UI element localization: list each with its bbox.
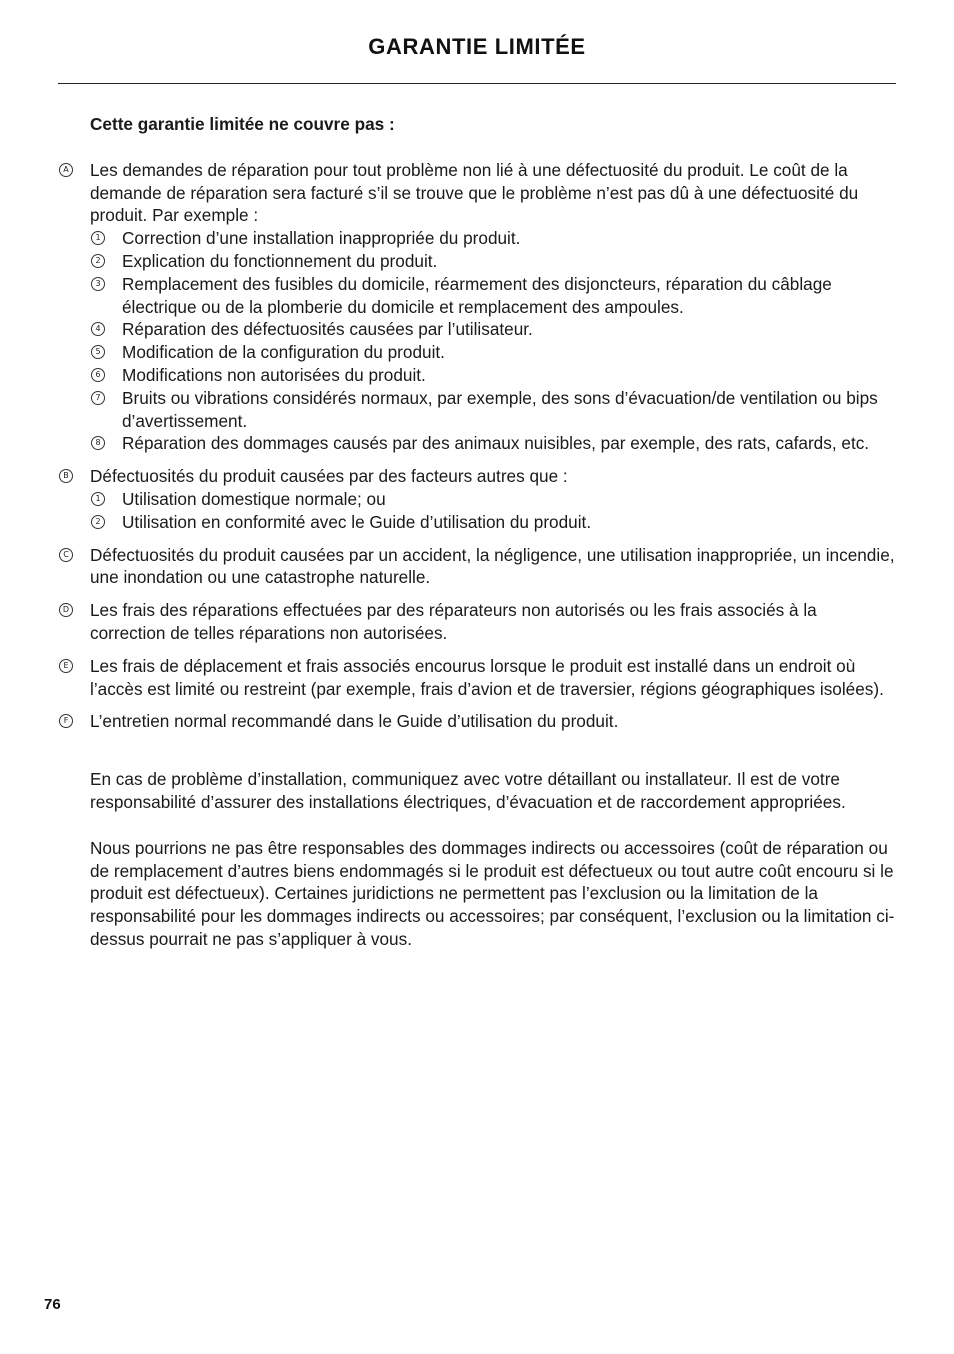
letter-marker-icon: C: [59, 548, 73, 562]
example-item: [90, 511, 896, 534]
number-marker-icon: 2: [91, 254, 105, 268]
number-marker-icon: 3: [91, 277, 105, 291]
exclusion-item: [63, 710, 896, 733]
example-item: [90, 227, 896, 250]
example-text: Explication du fonctionnement du produit.: [122, 250, 438, 271]
example-text: Utilisation domestique normale; ou: [122, 488, 386, 509]
exclusion-text: L’entretien normal recommandé dans le Guide d’utilisation du produit.: [90, 711, 619, 732]
example-item: [90, 341, 896, 364]
example-item: [90, 364, 896, 387]
number-marker-icon: 1: [91, 231, 105, 245]
exclusion-item: [63, 465, 896, 533]
letter-marker-icon: B: [59, 469, 73, 483]
intro-heading: Cette garantie limitée ne couvre pas :: [90, 114, 395, 134]
closing-paragraphs: [90, 768, 896, 951]
exclusion-text: Les frais des réparations effectuées par des réparateurs non autorisés ou les frais associés à la correction de telles réparations non autorisées.: [90, 600, 817, 643]
example-item: [90, 488, 896, 511]
exclusion-text: Les demandes de réparation pour tout problème non lié à une défectuosité du produit. Le coût de la demande de réparation sera facturé s’il se trouve que le problème n’est pas dû à une défectuosité du produit. Par exemple :: [90, 159, 859, 226]
body-paragraph: En cas de problème d’installation, communiquez avec votre détaillant ou installateur. Il est de votre responsabilité d’assurer des installations électriques, d’évacuation et de raccordement appropriées.: [90, 769, 846, 812]
number-marker-icon: 8: [91, 436, 105, 450]
example-item: [90, 387, 896, 433]
number-marker-icon: 7: [91, 391, 105, 405]
number-marker-icon: 5: [91, 345, 105, 359]
example-text: Correction d’une installation inappropriée du produit.: [122, 228, 521, 249]
exclusion-item: [63, 544, 896, 590]
number-marker-icon: 4: [91, 322, 105, 336]
exclusion-text: Défectuosités du produit causées par un accident, la négligence, une utilisation inappropriée, un incendie, une inondation ou une catastrophe naturelle.: [90, 544, 895, 588]
example-item: [90, 273, 896, 319]
letter-marker-icon: A: [59, 163, 73, 177]
title-divider: [58, 83, 896, 84]
exclusion-item: [63, 159, 896, 455]
page-title: GARANTIE LIMITÉE: [368, 34, 586, 59]
example-text: Réparation des défectuosités causées par l’utilisateur.: [122, 319, 533, 340]
body-paragraph: Nous pourrions ne pas être responsables des dommages indirects ou accessoires (coût de réparation ou de remplacement d’autres biens endommagés si le produit est défectueux ou tout autre coût encouru si le produit est défectueux). Certaines juridictions ne permettent pas l’exclusion ou la limitation de la responsabilité pour les dommages indirects ou accessoires; par conséquent, l’exclusion ou la limitation ci-dessus pourrait ne pas s’appliquer à vous.: [90, 837, 895, 949]
example-text: Bruits ou vibrations considérés normaux, par exemple, des sons d’évacuation/de ventilation ou bips d’avertissement.: [122, 387, 878, 431]
example-text: Réparation des dommages causés par des animaux nuisibles, par exemple, des rats, cafards, etc.: [122, 433, 870, 454]
example-item: [90, 432, 896, 455]
example-list: [90, 227, 896, 455]
example-item: [90, 250, 896, 273]
letter-marker-icon: E: [59, 659, 73, 673]
number-marker-icon: 6: [91, 368, 105, 382]
exclusion-text: Défectuosités du produit causées par des facteurs autres que :: [90, 466, 568, 487]
number-marker-icon: 1: [91, 492, 105, 506]
warranty-content: [62, 113, 896, 974]
example-item: [90, 318, 896, 341]
example-text: Utilisation en conformité avec le Guide d’utilisation du produit.: [122, 511, 592, 532]
example-list: [90, 488, 896, 534]
letter-marker-icon: F: [59, 714, 73, 728]
exclusion-item: [63, 655, 896, 701]
exclusion-text: Les frais de déplacement et frais associés encourus lorsque le produit est installé dans un endroit où l’accès est limité ou restreint (par exemple, frais d’avion et de traversier, régions géographiques isolées).: [90, 655, 884, 699]
example-text: Remplacement des fusibles du domicile, réarmement des disjoncteurs, réparation du câblage électrique ou de la plomberie du domicile et remplacement des ampoules.: [122, 273, 832, 317]
page-number: 76: [44, 1296, 61, 1313]
exclusions-list: [62, 159, 896, 733]
number-marker-icon: 2: [91, 515, 105, 529]
letter-marker-icon: D: [59, 603, 73, 617]
exclusion-item: [62, 599, 896, 645]
example-text: Modifications non autorisées du produit.: [122, 364, 426, 385]
example-text: Modification de la configuration du produit.: [122, 342, 445, 363]
